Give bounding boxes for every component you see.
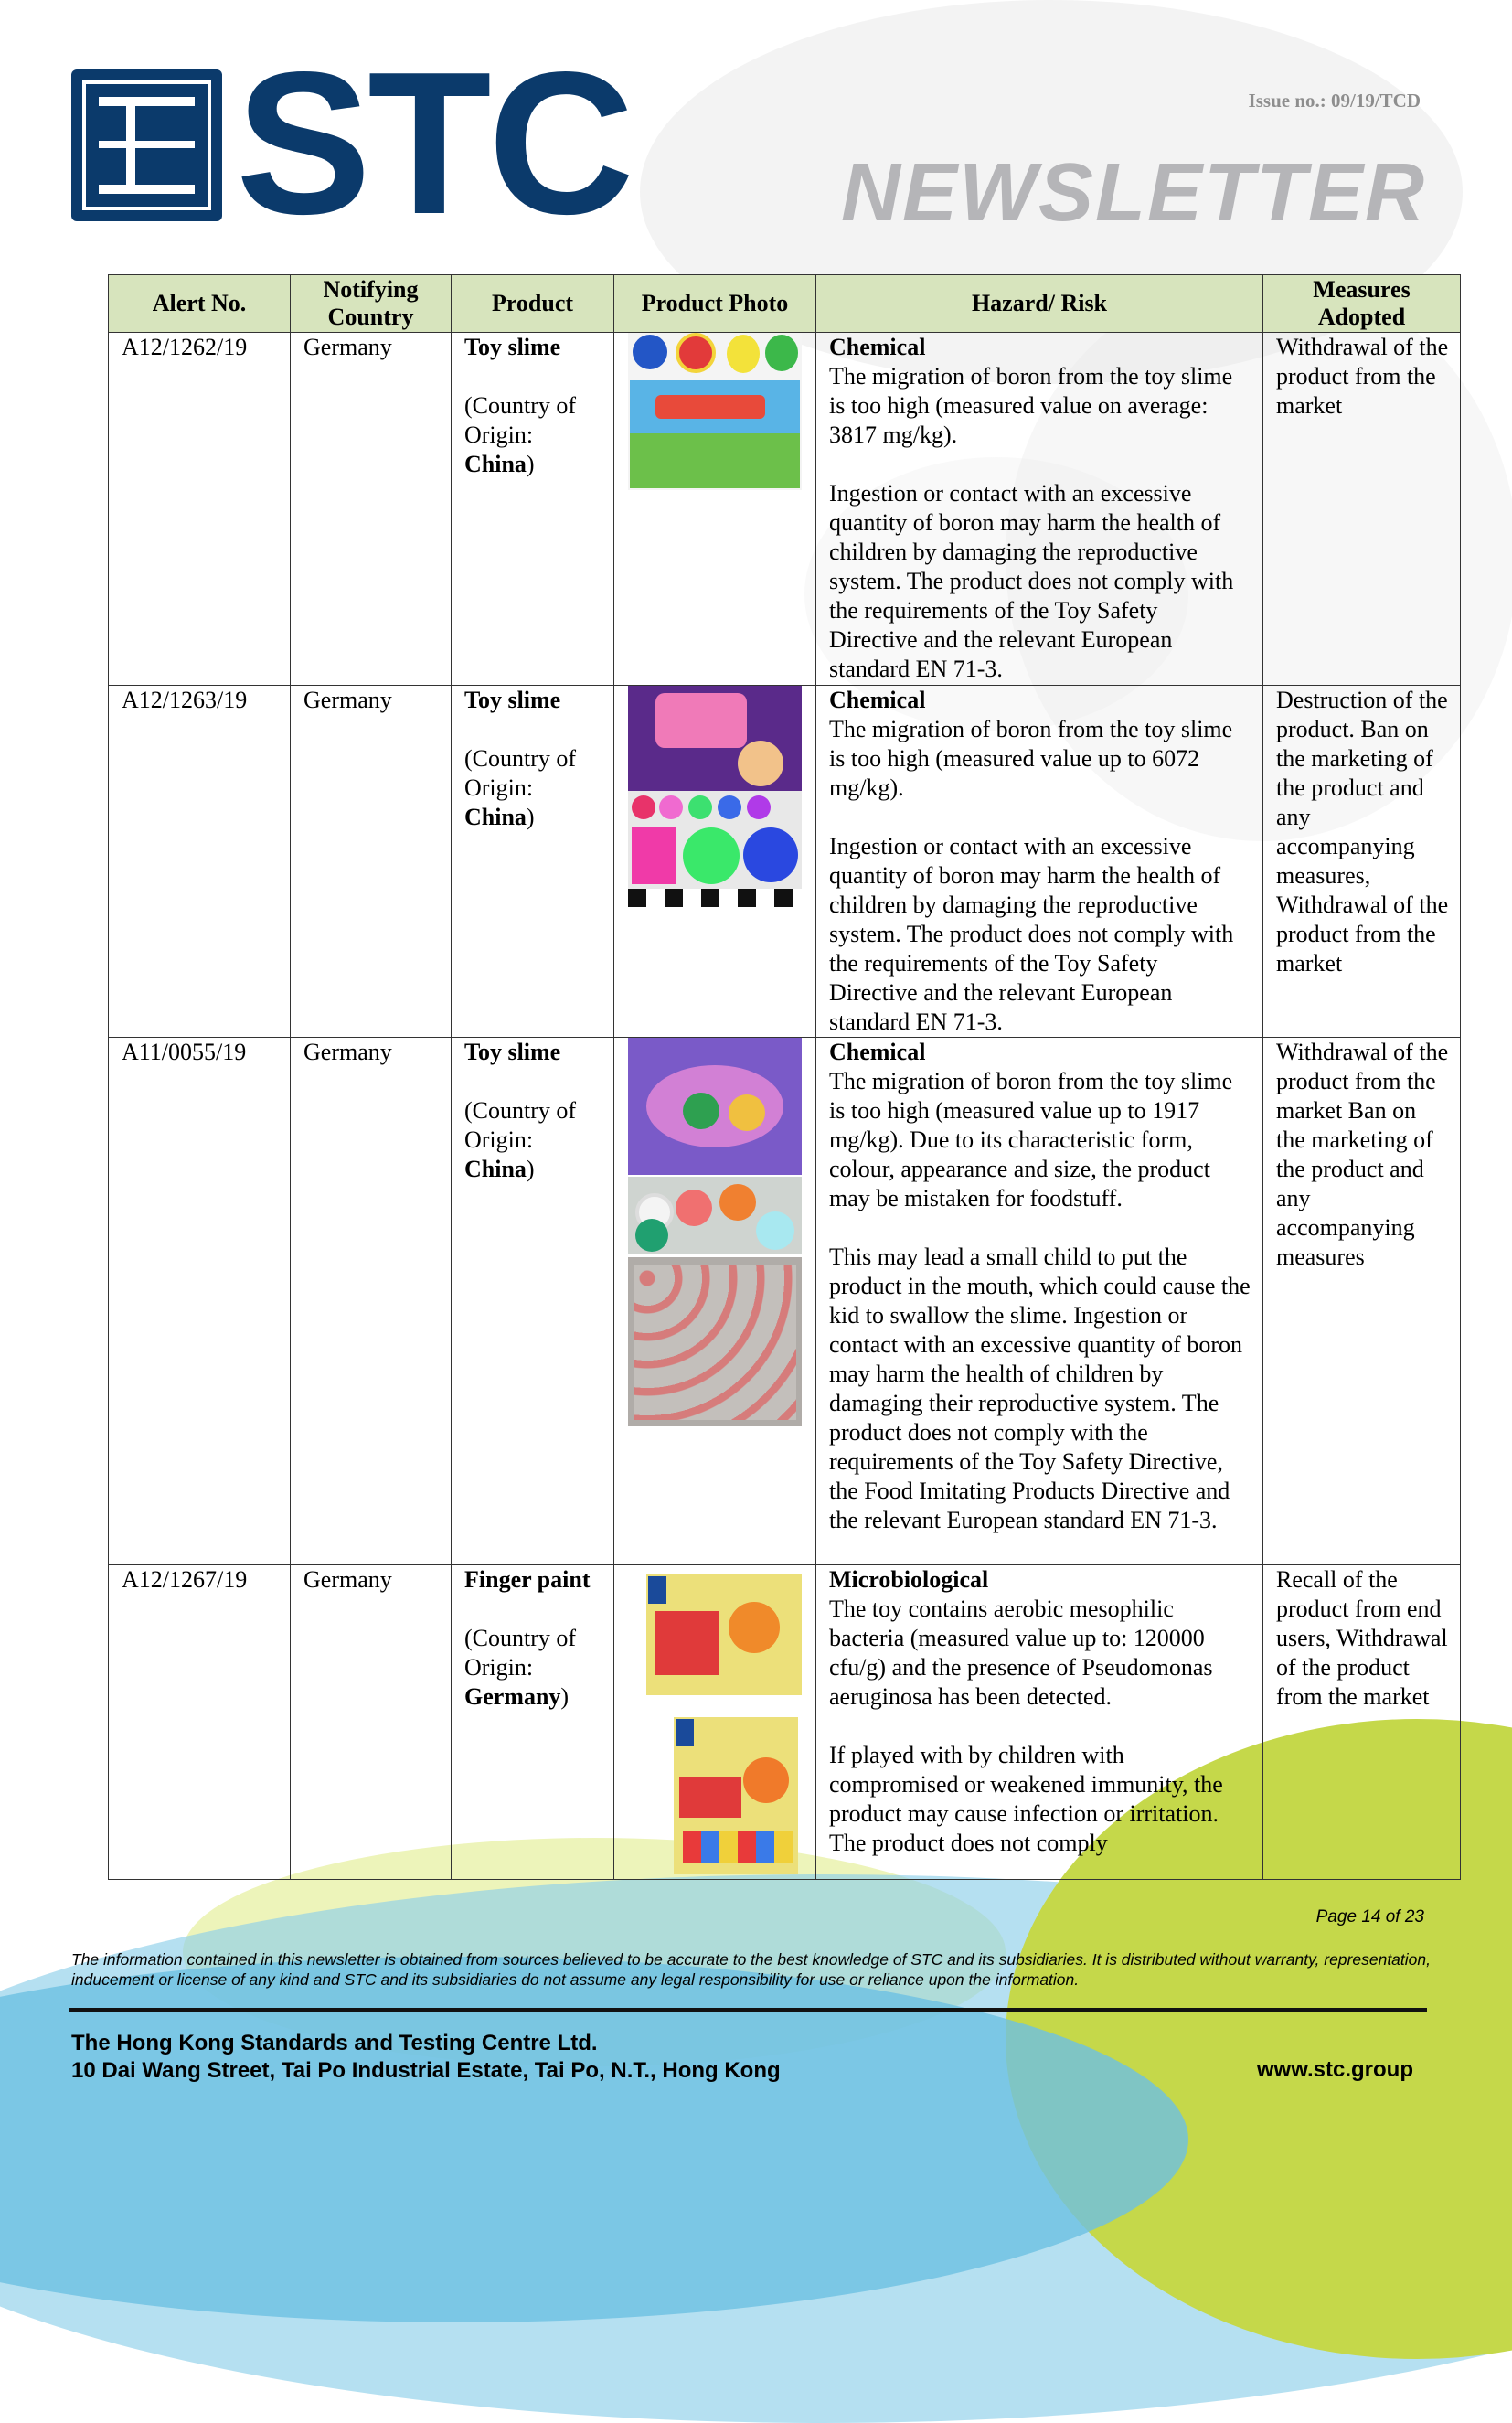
alert-number: A12/1262/19 (109, 333, 291, 686)
hazard-type: Chemical (829, 334, 926, 360)
column-header-product: Product (452, 275, 614, 333)
product-cell (452, 686, 614, 1038)
product-photo-toy-slime (628, 686, 802, 907)
hazard-risk-description: Ingestion or contact with an excessive quantity of boron may harm the health of children by damaging the reproductive system. The product does not comply with the requirements of the Toy Safety Directive and the relevant European standard EN 71-3. (829, 480, 1234, 682)
newsletter-title: NEWSLETTER (841, 147, 1426, 239)
notifying-country: Germany (291, 686, 452, 1038)
alerts-table (108, 274, 1461, 1880)
table-row (109, 1565, 1461, 1880)
notifying-country: Germany (291, 333, 452, 686)
issue-number: Issue no.: 09/19/TCD (1248, 90, 1421, 112)
product-photo-toy-slime (628, 1038, 802, 1426)
hazard-type: Chemical (829, 1039, 926, 1065)
footer-divider (69, 2008, 1427, 2012)
country-of-origin: (Country of Origin: China) (464, 745, 577, 830)
table-row (109, 333, 1461, 686)
product-name: Toy slime (464, 687, 561, 713)
product-name: Toy slime (464, 334, 561, 360)
measures-adopted: Recall of the product from end users, Withdrawal of the product from the market (1263, 1565, 1461, 1880)
alert-number: A12/1263/19 (109, 686, 291, 1038)
hazard-risk-cell (816, 1565, 1263, 1880)
hazard-risk-cell (816, 1038, 1263, 1565)
stc-logo (71, 30, 631, 257)
stc-logo-text: STC (236, 30, 631, 257)
notifying-country: Germany (291, 1565, 452, 1880)
hazard-risk-description: This may lead a small child to put the product in the mouth, which could cause the kid to swallow the slime. Ingestion or contact with an excessive quantity of boron may harm the health of children by damaging their reproductive system. The product does not comply with the requirements of the Toy Safety Directive, the Food Imitating Products Directive and the relevant European standard EN 71-3. (829, 1244, 1251, 1533)
product-cell (452, 1565, 614, 1880)
product-photo-cell (614, 333, 816, 686)
column-header-alert-no: Alert No. (109, 275, 291, 333)
hazard-type: Microbiological (829, 1566, 989, 1593)
product-cell (452, 1038, 614, 1565)
product-photo-cell (614, 686, 816, 1038)
product-photo-finger-paint (628, 1565, 802, 1876)
hazard-risk-description: Ingestion or contact with an excessive quantity of boron may harm the health of children by damaging the reproductive system. The product does not comply with the requirements of the Toy Safety Directive and the relevant European standard EN 71-3. (829, 833, 1234, 1035)
measures-adopted: Withdrawal of the product from the market Ban on the marketing of the product and any accompanying measures (1263, 1038, 1461, 1565)
page-number: Page 14 of 23 (1315, 1907, 1424, 1927)
stc-logo-mark (71, 69, 222, 221)
company-info (71, 2030, 781, 2085)
column-header-measures-adopted: Measures Adopted (1263, 275, 1461, 333)
measures-adopted: Destruction of the product. Ban on the marketing of the product and any accompanying measures, Withdrawal of the product from the market (1263, 686, 1461, 1038)
hazard-risk-cell (816, 333, 1263, 686)
country-of-origin: (Country of Origin: China) (464, 392, 577, 477)
hazard-description: The toy contains aerobic mesophilic bacteria (measured value up to: 120000 cfu/g) and the presence of Pseudomonas aeruginosa has been detected. (829, 1596, 1213, 1710)
company-address: 10 Dai Wang Street, Tai Po Industrial Estate, Tai Po, N.T., Hong Kong (71, 2058, 781, 2083)
measures-adopted: Withdrawal of the product from the market (1263, 333, 1461, 686)
column-header-hazard-risk: Hazard/ Risk (816, 275, 1263, 333)
product-name: Toy slime (464, 1039, 561, 1065)
country-of-origin: (Country of Origin: China) (464, 1097, 577, 1182)
website-link[interactable]: www.stc.group (1256, 2057, 1413, 2082)
product-photo-cell (614, 1038, 816, 1565)
product-name: Finger paint (464, 1566, 591, 1593)
product-photo-toy-slime (628, 333, 802, 490)
hazard-description: The migration of boron from the toy slime is too high (measured value up to 1917 mg/kg). Due to its characteristic form, colour, appearance and size, the product may be mistaken for foodstuff. (829, 1068, 1233, 1212)
hazard-description: The migration of boron from the toy slime is too high (measured value on average: 3817 mg/kg). (829, 363, 1233, 448)
hazard-description: The migration of boron from the toy slime is too high (measured value up to 6072 mg/kg). (829, 716, 1233, 801)
hazard-type: Chemical (829, 687, 926, 713)
hazard-risk-description: If played with by children with compromised or weakened immunity, the product may cause infection or irritation. The product does not comply (829, 1742, 1223, 1856)
country-of-origin: (Country of Origin: Germany) (464, 1625, 577, 1710)
alert-number: A12/1267/19 (109, 1565, 291, 1880)
alert-number: A11/0055/19 (109, 1038, 291, 1565)
table-row (109, 1038, 1461, 1565)
disclaimer: The information contained in this newsletter is obtained from sources believed to be accurate to the best knowledge of STC and its subsidiaries. It is distributed without warranty, representation, inducement or license of any kind and STC and its subsidiaries do not assume any legal responsibility for use or reliance upon the information. (71, 1950, 1431, 1989)
hazard-risk-cell (816, 686, 1263, 1038)
company-name: The Hong Kong Standards and Testing Centre Ltd. (71, 2031, 598, 2055)
table-row (109, 686, 1461, 1038)
notifying-country: Germany (291, 1038, 452, 1565)
product-cell (452, 333, 614, 686)
product-photo-cell (614, 1565, 816, 1880)
column-header-notifying-country: Notifying Country (291, 275, 452, 333)
table-header-row (109, 275, 1461, 333)
column-header-product-photo: Product Photo (614, 275, 816, 333)
